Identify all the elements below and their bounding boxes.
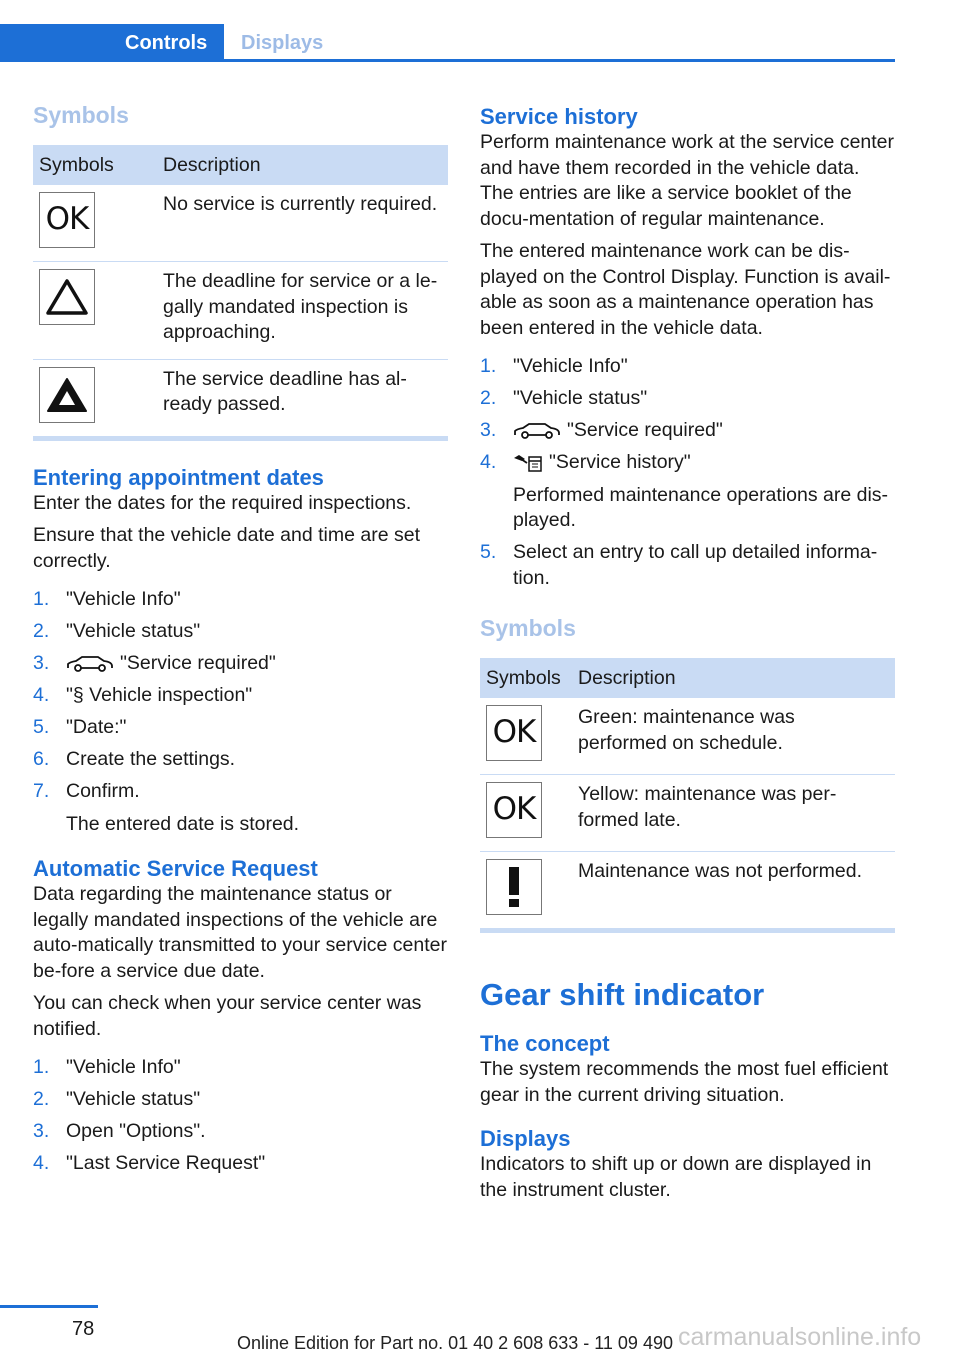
edition-text: Online Edition for Part no. 01 40 2 608 633 - 11 09 490 — [237, 1333, 673, 1353]
row-description: Green: maintenance was performed on schedule. — [572, 698, 895, 775]
footer-rule — [0, 1305, 98, 1308]
row-description: Maintenance was not performed. — [578, 860, 862, 882]
list-item: 1. "Vehicle Info" — [33, 1056, 181, 1078]
list-item: 4. "Last Service Request" — [33, 1152, 266, 1174]
service-history-heading: Service history — [480, 104, 638, 129]
car-icon — [513, 422, 561, 440]
row-description: Yellow: maintenance was per‐formed late. — [572, 775, 895, 852]
car-icon — [66, 655, 114, 673]
auto-request-steps — [33, 1055, 448, 1177]
watermark: carmanualsonline.info — [678, 1323, 922, 1351]
symbols-table-service — [33, 145, 448, 436]
tab-controls[interactable]: Controls — [0, 24, 224, 62]
service-history-p2: The entered maintenance work can be dis‐played on the Control Display. Function is avail‐able as soon as a maintenance operation has been entered in the vehicle data. — [480, 240, 891, 339]
warning-triangle-icon — [39, 269, 95, 325]
appointment-heading: Entering appointment dates — [33, 464, 324, 490]
list-item: 3. "Service required" — [33, 652, 276, 674]
list-item: 4. "Service history" Performed maintenance operations are dis‐played. — [480, 451, 889, 531]
service-history-steps — [480, 354, 895, 591]
symbols-heading-2: Symbols — [480, 615, 576, 641]
list-item: 1. "Vehicle Info" — [480, 355, 628, 377]
auto-request-heading: Automatic Service Request — [33, 856, 318, 881]
col-header-description: Description — [572, 658, 895, 698]
list-item: 1. "Vehicle Info" — [33, 588, 181, 610]
list-item: 4. "§ Vehicle inspection" — [33, 684, 253, 706]
concept-heading: The concept — [480, 1031, 610, 1056]
tab-displays[interactable]: Displays — [241, 32, 324, 54]
appointment-p1: Enter the dates for the required inspections. — [33, 491, 412, 514]
table-row — [33, 185, 448, 262]
list-item: 2. "Vehicle status" — [33, 620, 201, 642]
list-item: 6. Create the settings. — [33, 748, 236, 770]
displays-heading: Displays — [480, 1126, 571, 1151]
row-description: The deadline for service or a le‐gally mandated inspection is approaching. — [157, 262, 448, 360]
symbols-table-history — [480, 658, 895, 928]
ok-yellow-icon: OK — [486, 782, 542, 838]
page-number: 78 — [72, 1318, 95, 1340]
right-column — [480, 100, 895, 1210]
list-item: 7. Confirm. The entered date is stored. — [33, 780, 300, 835]
table-row — [480, 775, 895, 852]
page-header — [0, 0, 960, 62]
concept-text: The system recommends the most fuel efficient gear in the current driving situation. — [480, 1058, 889, 1106]
appointment-steps — [33, 587, 448, 837]
col-header-symbols: Symbols — [480, 658, 572, 698]
row-description: No service is currently required. — [157, 185, 448, 262]
table-row — [480, 852, 895, 929]
list-item: 3. "Service required" — [480, 419, 723, 441]
table-row — [33, 359, 448, 436]
appointment-p2: Ensure that the vehicle date and time are set correctly. — [33, 524, 420, 572]
exclamation-icon — [486, 859, 542, 915]
service-history-p1: Perform maintenance work at the service center and have them recorded in the vehicle data. The entries are like a service booklet of the docu‐mentation of regular maintenance. — [480, 131, 895, 230]
table-row — [480, 698, 895, 775]
table-row — [33, 262, 448, 360]
symbols-heading: Symbols — [33, 102, 129, 128]
col-header-description: Description — [157, 145, 448, 185]
auto-request-p1: Data regarding the maintenance status or legally mandated inspections of the vehicle are auto‐matically transmitted to your service center be‐fore a service due date. — [33, 883, 447, 982]
list-item: 2. "Vehicle status" — [480, 387, 648, 409]
auto-request-p2: You can check when your service center was notified. — [33, 992, 422, 1040]
list-item: 2. "Vehicle status" — [33, 1088, 201, 1110]
list-item: 3. Open "Options". — [33, 1120, 206, 1142]
list-item: 5. Select an entry to call up detailed informa‐tion. — [480, 541, 878, 589]
table-end-rule — [480, 928, 895, 933]
list-item: 5. "Date:" — [33, 716, 127, 738]
table-end-rule — [33, 436, 448, 441]
ok-green-icon: OK — [486, 705, 542, 761]
warning-triangle-filled-icon — [39, 367, 95, 423]
ok-icon: OK — [39, 192, 95, 248]
col-header-symbols: Symbols — [33, 145, 157, 185]
gear-shift-heading: Gear shift indicator — [480, 977, 765, 1012]
row-description: The service deadline has al‐ready passed. — [163, 367, 407, 415]
left-column — [33, 100, 448, 1183]
header-rule — [0, 59, 895, 62]
service-history-icon — [513, 453, 543, 473]
displays-text: Indicators to shift up or down are displayed in the instrument cluster. — [480, 1153, 872, 1201]
